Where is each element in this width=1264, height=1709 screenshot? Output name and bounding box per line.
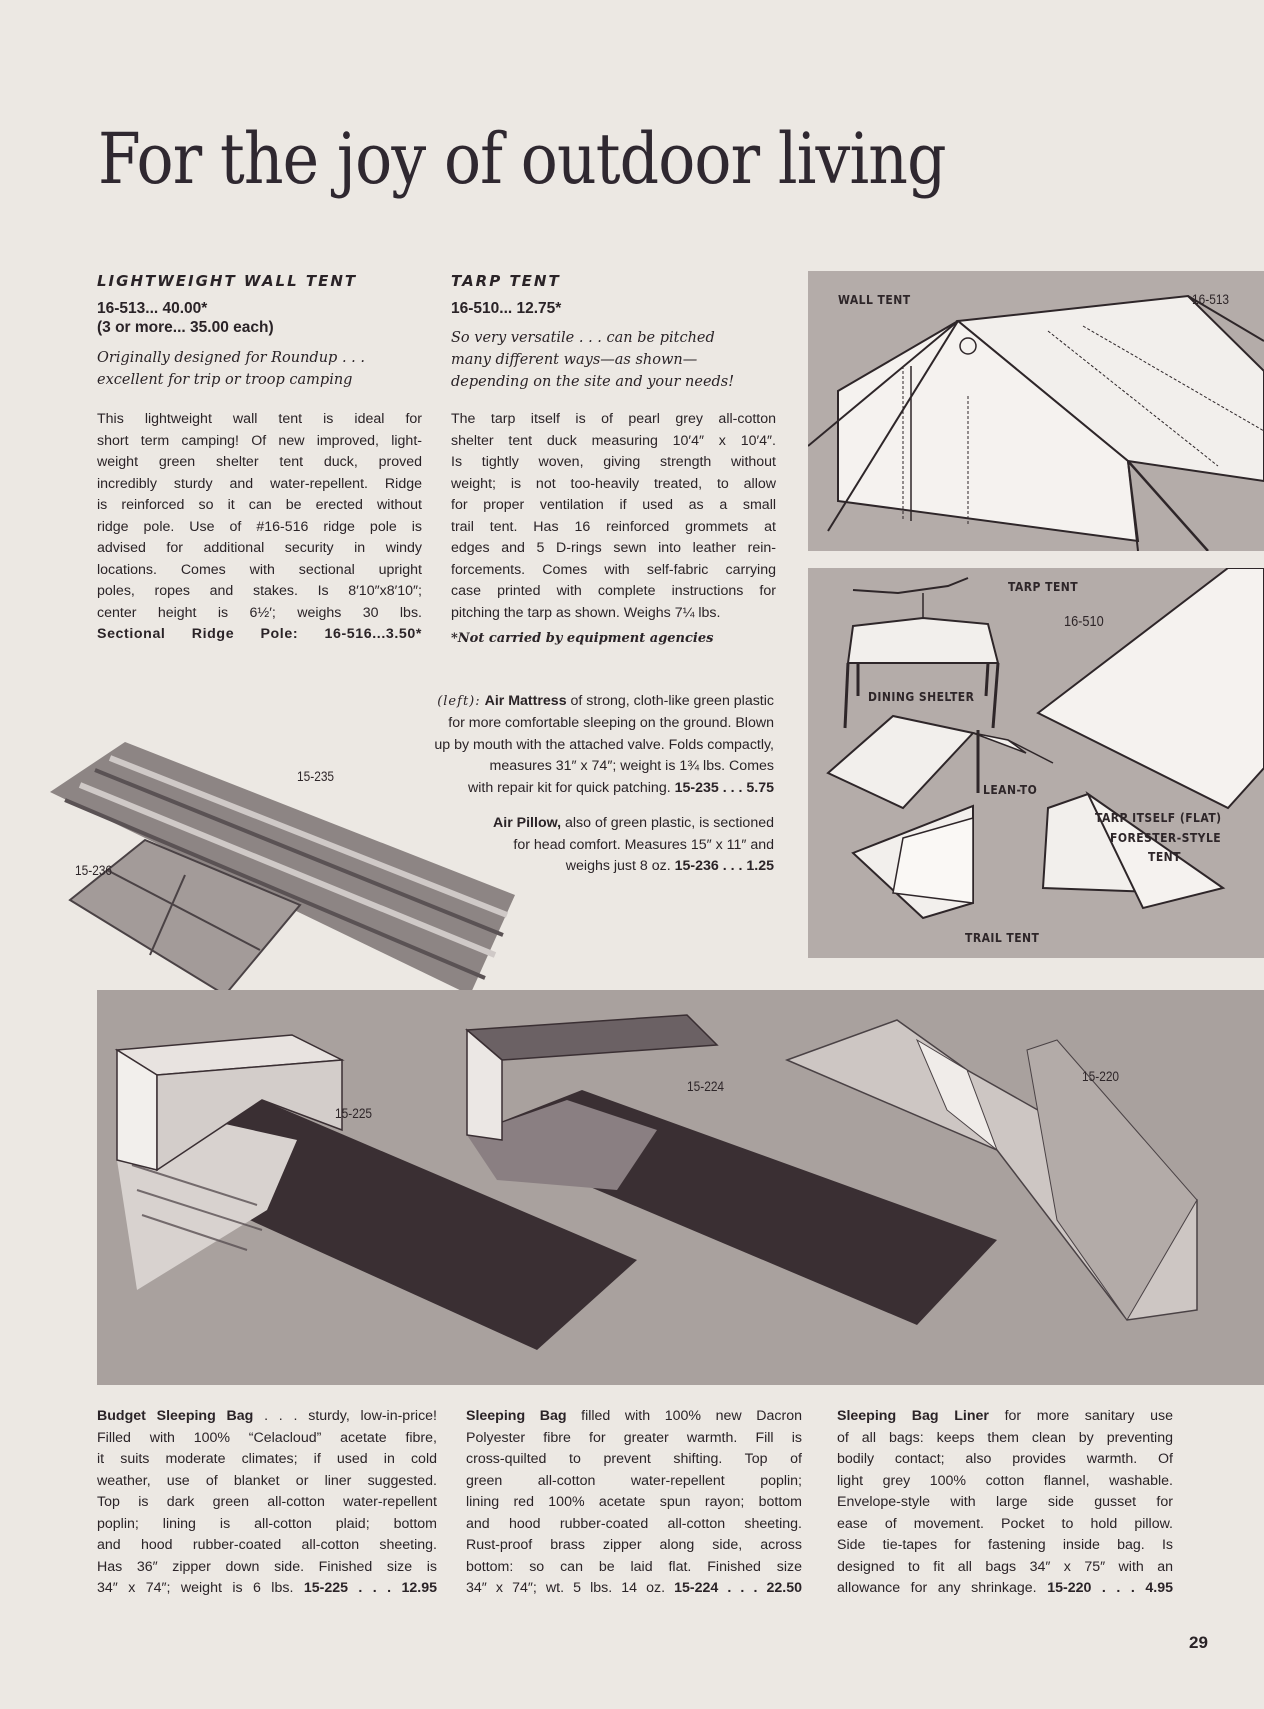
text-line: short term camping! Of new improved, light-	[97, 432, 422, 449]
air-pillow-name: Air Pillow,	[493, 815, 562, 831]
wall-tent-illustration	[808, 271, 1264, 551]
text-line: poplin; lining is all-cotton plaid; bottom	[97, 1515, 437, 1532]
text-line: and hood rubber-coated all-cotton sheeting.	[466, 1515, 802, 1532]
text-line: incredibly sturdy and water-repellent. Ridge	[97, 475, 422, 492]
dacron-sleeping-bag-description	[466, 1406, 802, 1600]
dining-shelter-label: DINING SHELTER	[868, 690, 975, 704]
tarp-tent-label: TARP TENT	[1008, 580, 1079, 594]
air-pillow-description	[380, 813, 774, 878]
text-line: Filled with 100% “Celacloud” acetate fibre,	[97, 1429, 437, 1446]
tarp-tent-illustration	[808, 568, 1264, 958]
text-line: This lightweight wall tent is ideal for	[97, 411, 422, 427]
text-line: Side tie-tapes for fastening inside bag. Is	[837, 1537, 1173, 1553]
text-line: bodily contact; also provides warmth. Of	[837, 1451, 1173, 1467]
tarp-tent-tagline: many different ways—as shown—	[451, 352, 698, 368]
wall-tent-code: 16-513	[1192, 291, 1230, 307]
text-line: allowance for any shrinkage.	[837, 1580, 1048, 1596]
pillow-code: 15-236	[75, 862, 113, 878]
air-mattress-name: Air Mattress	[484, 693, 567, 709]
page-headline: For the joy of outdoor living	[98, 118, 946, 200]
tarp-tent-description	[451, 409, 776, 624]
liner-price: 15-220 . . . 4.95	[1047, 1580, 1173, 1596]
text-line: designed to fit all bags 34″ x 75″ with an	[837, 1558, 1173, 1575]
text-line: weather, use of blanket or liner suggested.	[97, 1472, 437, 1489]
text-line: case printed with complete instructions for	[451, 583, 776, 599]
text-line: forcements. Comes with self-fabric carrying	[451, 561, 776, 578]
budget-sleeping-bag-description	[97, 1406, 437, 1600]
text-line: Top is dark green all-cotton water-repellent	[97, 1494, 437, 1510]
text-line: up by mouth with the attached valve. Folds compactly,	[434, 736, 774, 753]
forester-tent-label: TENT	[1148, 850, 1181, 864]
dacron-bag-price: 15-224 . . . 22.50	[674, 1580, 802, 1596]
lean-to-label: LEAN-TO	[983, 783, 1038, 797]
wall-tent-tagline: excellent for trip or troop camping	[97, 372, 353, 388]
tarp-tent-price: 16-510... 12.75*	[451, 300, 562, 317]
sleeping-bags-drawing	[97, 990, 1264, 1385]
text-line: Polyester fibre for greater warmth. Fill is	[466, 1429, 802, 1446]
text-line: weighs just 8 oz.	[565, 858, 675, 874]
wall-tent-heading: LIGHTWEIGHT WALL TENT	[97, 272, 358, 290]
budget-bag-price: 15-225 . . . 12.95	[303, 1580, 437, 1596]
budget-bag-code: 15-225	[335, 1105, 373, 1121]
text-line: . . . sturdy, low-in-price!	[253, 1408, 437, 1424]
wall-tent-description	[97, 409, 422, 646]
tarp-tent-section	[451, 272, 776, 650]
mattress-code: 15-235	[297, 768, 335, 784]
left-reference: (left):	[437, 694, 481, 709]
text-line: for more sanitary use	[988, 1408, 1174, 1424]
text-line: of strong, cloth-like green plastic	[566, 693, 774, 709]
liner-name: Sleeping Bag Liner	[837, 1408, 989, 1424]
text-line: center height is 6½′; weighs 30 lbs.	[97, 604, 422, 621]
tarp-tent-tagline: depending on the site and your needs!	[451, 374, 735, 390]
text-line: 34″ x 74″; wt. 5 lbs. 14 oz.	[466, 1580, 675, 1596]
text-line: Rust-proof brass zipper along side, across	[466, 1537, 802, 1553]
text-line: and hood rubber-coated all-cotton sheeting.	[97, 1537, 437, 1553]
liner-code: 15-220	[1082, 1068, 1120, 1084]
budget-bag-name: Budget Sleeping Bag	[97, 1408, 254, 1424]
tarp-flat-label: TARP ITSELF (FLAT)	[1095, 811, 1222, 825]
text-line: light grey 100% cotton flannel, washable.	[837, 1472, 1173, 1489]
text-line: lining red 100% acetate spun rayon; bottom	[466, 1494, 802, 1510]
tarp-tent-code: 16-510	[1064, 613, 1104, 630]
text-line: bottom: so can be laid flat. Finished size	[466, 1558, 802, 1575]
air-mattress-description	[380, 691, 774, 799]
footnote: *Not carried by equipment agencies	[451, 631, 714, 646]
text-line: cross-quilted to prevent shifting. Top of	[466, 1451, 802, 1467]
text-line: shelter tent duck measuring 10′4″ x 10′4″.	[451, 432, 776, 449]
text-line: green all-cotton water-repellent poplin;	[466, 1472, 802, 1489]
text-line: edges and 5 D-rings sewn into leather rein-	[451, 540, 776, 556]
text-line: pitching the tarp as shown. Weighs 7¼ lbs.	[451, 604, 721, 621]
text-line: is reinforced so it can be erected without	[97, 497, 422, 513]
sleeping-bags-photo	[97, 990, 1264, 1385]
wall-tent-label: WALL TENT	[838, 293, 911, 307]
wall-tent-drawing	[808, 271, 1264, 551]
wall-tent-price: 16-513... 40.00*	[97, 300, 208, 317]
text-line: advised for additional security in windy	[97, 540, 422, 556]
dacron-bag-code: 15-224	[687, 1078, 725, 1094]
dacron-bag-name: Sleeping Bag	[466, 1408, 567, 1424]
text-line: also of green plastic, is sectioned	[561, 815, 774, 831]
text-line: Has 36″ zipper down side. Finished size is	[97, 1558, 437, 1575]
tarp-tent-drawings	[808, 568, 1264, 958]
trail-tent-label: TRAIL TENT	[965, 931, 1040, 945]
text-line: for head comfort. Measures 15″ x 11″ and	[513, 836, 774, 853]
text-line: poles, ropes and stakes. Is 8′10″x8′10″;	[97, 583, 422, 599]
forester-style-label: FORESTER-STYLE	[1110, 831, 1222, 845]
wall-tent-section	[97, 272, 422, 646]
tarp-tent-heading: TARP TENT	[451, 272, 561, 290]
text-line: of all bags: keeps them clean by preventing	[837, 1429, 1173, 1446]
text-line: for more comfortable sleeping on the ground. Blown	[448, 715, 774, 731]
text-line: trail tent. Has 16 reinforced grommets at	[451, 518, 776, 535]
text-line: for proper ventilation if used as a small	[451, 497, 776, 513]
text-line: Envelope-style with large side gusset for	[837, 1494, 1173, 1510]
sleeping-bag-liner-description	[837, 1406, 1173, 1600]
ridge-pole-price: Sectional Ridge Pole: 16-516...3.50*	[97, 626, 422, 642]
text-line: weight green shelter tent duck, proved	[97, 454, 422, 470]
text-line: filled with 100% new Dacron	[566, 1408, 802, 1424]
wall-tent-tagline: Originally designed for Roundup . . .	[97, 350, 365, 366]
page-number: 29	[1189, 1633, 1208, 1652]
text-line: weight; is not too-heavily treated, to allow	[451, 475, 776, 492]
wall-tent-bulk-price: (3 or more... 35.00 each)	[97, 319, 274, 336]
text-line: it suits moderate climates; if used in cold	[97, 1451, 437, 1467]
text-line: ease of movement. Pocket to hold pillow.	[837, 1515, 1173, 1532]
text-line: 34″ x 74″; weight is 6 lbs.	[97, 1580, 304, 1596]
text-line: The tarp itself is of pearl grey all-cotton	[451, 411, 776, 427]
text-line: Is tightly woven, giving strength without	[451, 454, 776, 470]
air-mattress-price: 15-235 . . . 5.75	[674, 779, 774, 796]
tarp-tent-tagline: So very versatile . . . can be pitched	[451, 330, 715, 346]
air-pillow-price: 15-236 . . . 1.25	[674, 858, 774, 874]
text-line: locations. Comes with sectional upright	[97, 561, 422, 578]
text-line: with repair kit for quick patching.	[468, 779, 675, 796]
text-line: ridge pole. Use of #16-516 ridge pole is	[97, 518, 422, 535]
text-line: measures 31″ x 74″; weight is 1¾ lbs. Comes	[489, 758, 774, 774]
